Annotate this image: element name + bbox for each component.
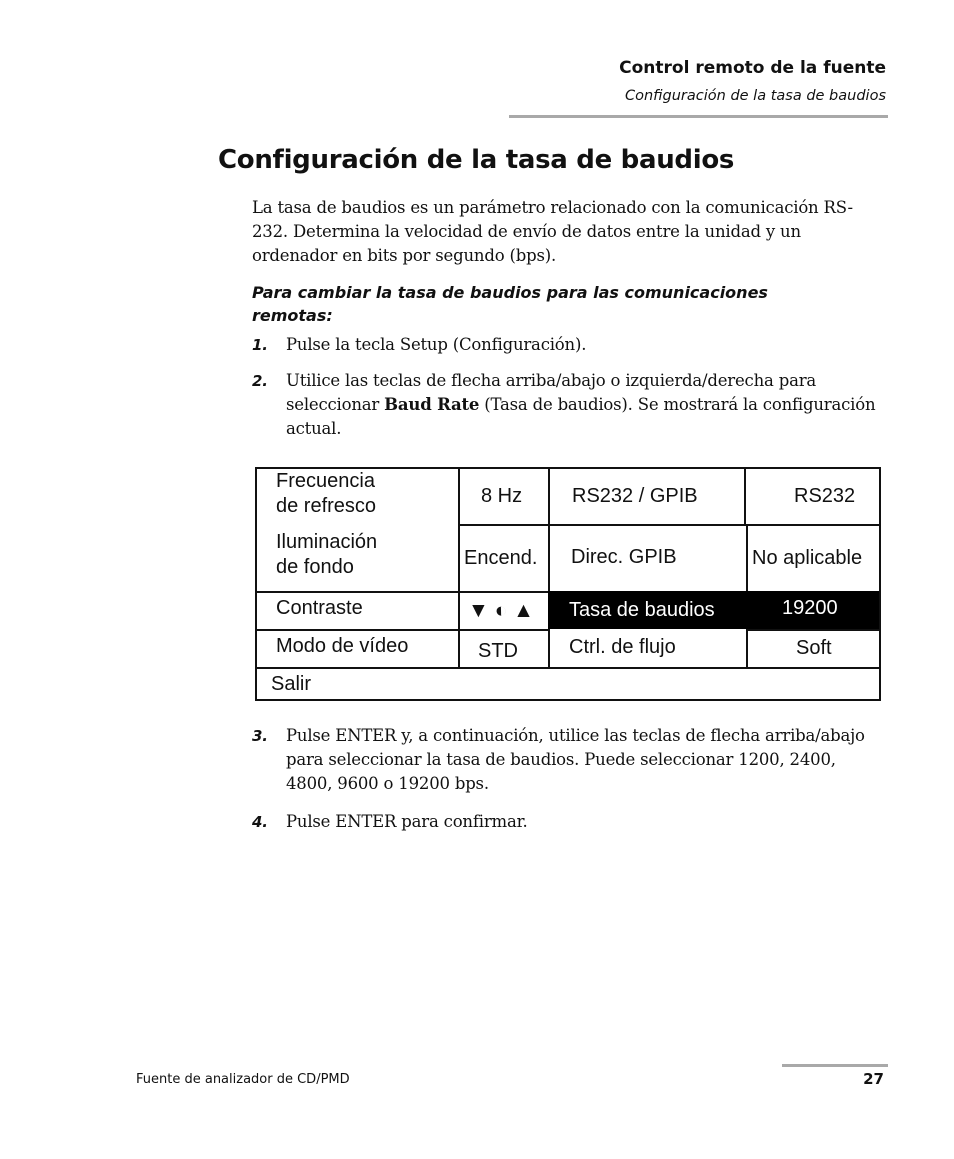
running-header-chapter: Control remoto de la fuente [619, 58, 886, 78]
interface-value: RS232 [746, 469, 879, 526]
baud-rate-value: 19200 [782, 597, 838, 619]
backlight-value: Encend. [458, 524, 550, 593]
page-number: 27 [863, 1070, 884, 1088]
step-text: Pulse la tecla Setup (Configuración). [286, 335, 587, 354]
refresh-label [276, 469, 376, 519]
intro-paragraph: La tasa de baudios es un parámetro relacionado con la comunicación RS-232. Determina la velocidad de envío de datos entre la unidad y un ordenador en bits por segundo (bps). [252, 198, 853, 265]
contrast-icons: ▼ ◐ ▲ [458, 591, 550, 631]
backlight-label [276, 530, 377, 580]
row-divider [257, 629, 458, 631]
refresh-label-line-2: de refresco [276, 495, 377, 517]
step-number: 1. [252, 336, 268, 354]
gpib-label: Direc. GPIB [571, 546, 677, 568]
baud-rate-label: Tasa de baudios [569, 599, 715, 621]
step-text: Pulse ENTER para confirmar. [286, 812, 528, 831]
gpib-value: No aplicable [746, 524, 879, 593]
running-header-section: Configuración de la tasa de baudios [624, 88, 886, 104]
exit-label: Salir [271, 673, 312, 695]
header-rule [509, 115, 888, 118]
row-divider [257, 591, 458, 593]
step-text-pre: Utilice las teclas de flecha arriba/abajo o izquierda/derecha para seleccionar [286, 371, 817, 414]
refresh-label-line-1: Frecuencia [276, 470, 375, 492]
step-number: 4. [252, 813, 268, 831]
contrast-label: Contraste [276, 597, 363, 619]
backlight-label-line-2: de fondo [276, 556, 354, 578]
flow-control-value: Soft [746, 629, 879, 669]
video-mode-label: Modo de vídeo [276, 635, 409, 657]
step-text [286, 369, 886, 441]
step-text: Pulse ENTER y, a continuación, utilice las teclas de flecha arriba/abajo para seleccionar la tasa de baudios. Puede seleccionar 1200, 2400, 4800, 9600 o 19200 bps. [286, 726, 865, 793]
setup-screen-diagram [255, 467, 881, 701]
interface-label: RS232 / GPIB [548, 469, 746, 526]
footer-product-name: Fuente de analizador de CD/PMD [136, 1072, 350, 1087]
procedure-heading: Para cambiar la tasa de baudios para las comunicaciones remotas: [252, 283, 768, 325]
baud-rate-highlight-row [548, 591, 879, 629]
step-number: 3. [252, 727, 268, 745]
footer-rule [782, 1064, 888, 1067]
step-text-post: (Tasa de baudios). Se mostrará la configuración actual. [286, 395, 876, 438]
video-mode-value: STD [458, 629, 550, 669]
page-title: Configuración de la tasa de baudios [218, 145, 735, 175]
backlight-label-line-1: Iluminación [276, 531, 378, 553]
flow-control-label: Ctrl. de flujo [569, 636, 676, 658]
step-text-bold: Baud Rate [384, 395, 480, 414]
step-number: 2. [252, 372, 268, 390]
refresh-value: 8 Hz [458, 469, 550, 526]
